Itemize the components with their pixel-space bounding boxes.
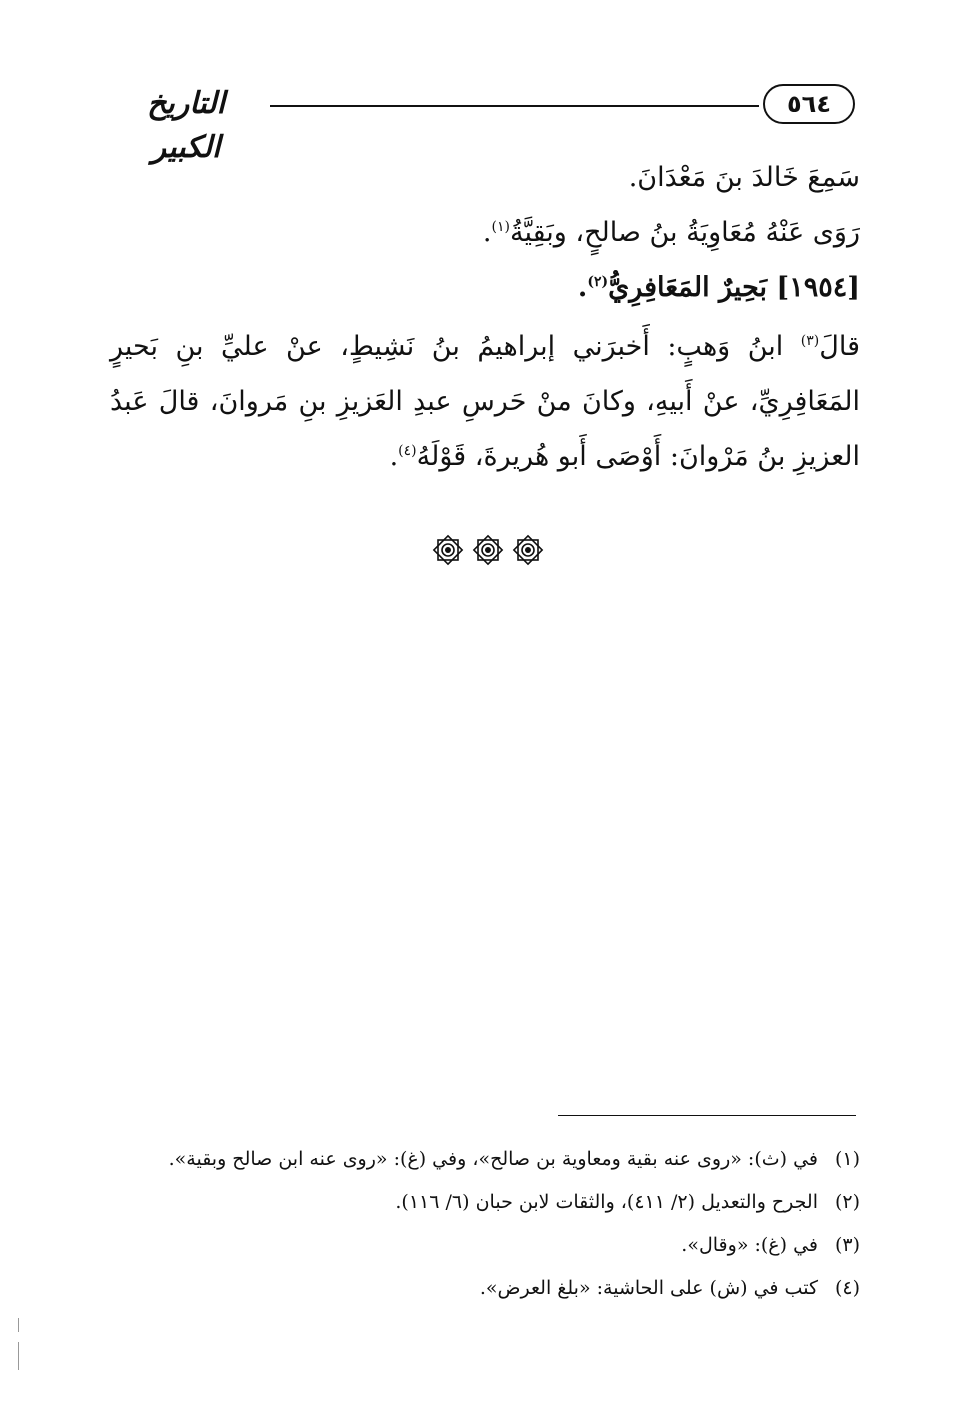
paragraph-body: ابنُ وَهبٍ: أَخبرَني إبراهيمُ بنُ نَشِيطٍ، عنْ عليِّ بنِ بَحيرٍ المَعَافِرِيِّ، عنْ أَبيهِ، وكانَ منْ حَرسِ عبدِ العَزيزِ بنِ مَروانَ، قالَ عَبدُ العزيزِ بنُ مَرْوانَ: أَوْصَى أَبو هُريرةَ، قَوْلَهُ: [110, 331, 860, 472]
text-line-content: سَمِعَ خَالدَ بنَ مَعْدَانَ.: [628, 162, 860, 193]
book-title: التاريخ الكبير: [147, 86, 225, 165]
text-line-end: .: [482, 217, 492, 248]
footnote-item: [110, 1181, 860, 1224]
scan-edge-mark: [18, 1318, 19, 1332]
paragraph-end: .: [389, 441, 399, 472]
footnotes: [110, 1138, 860, 1310]
star-flower-ornament-icon: [472, 534, 504, 566]
footnote-text: الجرح والتعديل (٢/ ٤١١)، والثقات لابن حبان (٦/ ١١٦).: [395, 1191, 818, 1213]
star-flower-ornament-icon: [512, 534, 544, 566]
paragraph-start: قالَ: [819, 331, 860, 362]
footnote-number: (٢): [834, 1191, 860, 1213]
text-line: [110, 150, 860, 205]
footnote-item: [110, 1138, 860, 1181]
main-text: [110, 150, 860, 484]
footnote-ref[interactable]: (٤): [398, 443, 417, 459]
entry-heading-end: .: [577, 272, 588, 303]
scan-edge-mark: [18, 1342, 19, 1370]
footnote-number: (١): [834, 1148, 860, 1170]
footnote-text: في (غ): «وقال».: [681, 1234, 818, 1256]
footnote-item: [110, 1267, 860, 1310]
entry-heading-text: [١٩٥٤] بَحِيرٌ المَعَافِرِيُّ: [608, 272, 860, 303]
footnote-ref[interactable]: (٣): [800, 333, 820, 349]
footnote-number: (٣): [834, 1234, 860, 1256]
narration-paragraph: [110, 319, 860, 484]
entry-heading: [110, 260, 860, 315]
footnote-ref[interactable]: (٢): [587, 274, 609, 290]
footnote-separator: [558, 1115, 856, 1116]
page-number: ٥٦٤: [787, 90, 831, 118]
header-rule: [270, 105, 759, 107]
footnote-ref[interactable]: (١): [491, 219, 510, 235]
section-ornament: [0, 534, 975, 566]
footnote-text: في (ث): «روى عنه بقية ومعاوية بن صالح»، وفي (غ): «روى عنه ابن صالح وبقية».: [168, 1148, 818, 1170]
footnote-text: كتب في (ش) على الحاشية: «بلغ العرض».: [479, 1277, 818, 1299]
page-number-badge: [763, 84, 855, 124]
text-line: [110, 205, 860, 260]
star-flower-ornament-icon: [432, 534, 464, 566]
footnote-item: [110, 1224, 860, 1267]
running-header: [110, 82, 855, 165]
footnote-number: (٤): [834, 1277, 860, 1299]
text-line-content: رَوَى عَنْهُ مُعَاوِيَةُ بنُ صالحٍ، وبَقِيَّةُ: [509, 217, 860, 248]
